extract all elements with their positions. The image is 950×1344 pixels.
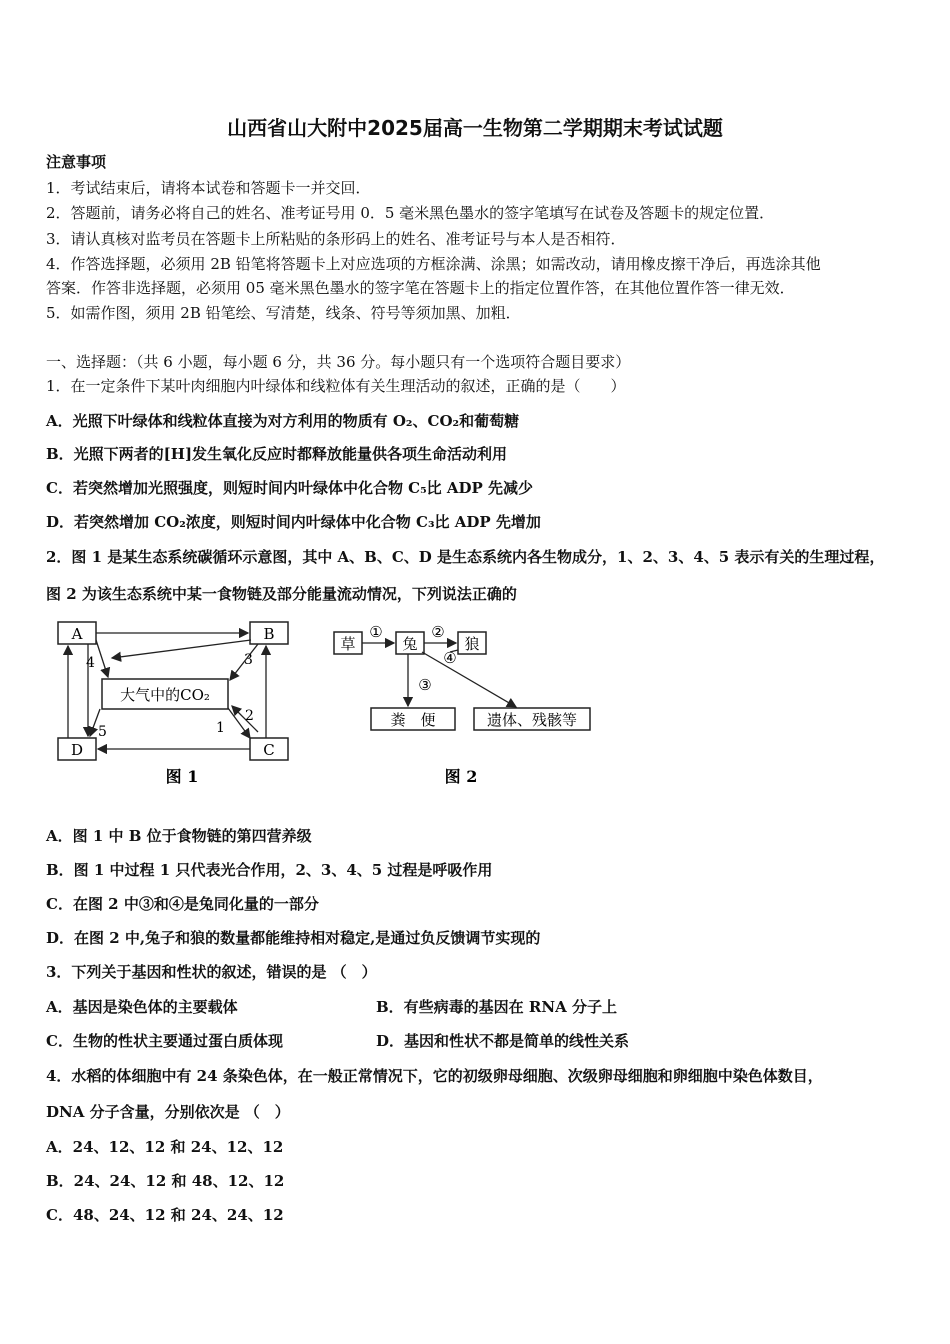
figure-1-carbon-cycle [58,622,288,786]
question-2-option-a: A．图 1 中 B 位于食物链的第四营养级 [46,827,312,845]
question-4-stem-cont: DNA 分子含量，分别依次是 （ ） [46,1103,290,1121]
arrow-b-a [112,640,251,658]
question-4-option-a: A．24、12、12 和 24、12、12 [46,1138,284,1156]
section-heading: 一、选择题：（共 6 小题，每小题 6 分，共 36 分。每小题只有一个选项符合题目要求） [46,353,631,371]
question-2-option-c: C．在图 2 中③和④是兔同化量的一部分 [46,895,319,913]
label-grass: 草 [340,635,356,653]
label-c3: ③ [418,676,432,694]
label-c4: ④ [443,649,457,667]
label-wolf: 狼 [464,635,480,653]
figures-svg [46,612,606,792]
question-1-option-b: B．光照下两者的[H]发生氧化反应时都释放能量供各项生命活动利用 [46,445,508,463]
question-2-figures [46,612,606,796]
label-b: B [263,625,275,643]
question-3-option-d: D．基因和性状不都是简单的线性关系 [376,1032,630,1050]
label-feces: 粪 便 [390,711,436,729]
notice-item: 3．请认真核对监考员在答题卡上所粘贴的条形码上的姓名、准考证号与本人是否相符． [46,230,626,248]
label-c1: ① [369,623,383,641]
label-rabbit: 兔 [402,635,418,653]
question-3-option-b: B．有些病毒的基因在 RNA 分子上 [376,998,617,1016]
figure-2-food-chain [334,623,590,786]
label-co2: 大气中的CO₂ [120,686,210,704]
label-4: 4 [86,655,95,671]
figure-1-caption: 图 1 [165,767,199,786]
label-remains: 遗体、残骸等 [486,711,578,729]
question-2-option-b: B．图 1 中过程 1 只代表光合作用，2、3、4、5 过程是呼吸作用 [46,861,493,879]
question-1-option-d: D．若突然增加 CO₂浓度，则短时间内叶绿体中化合物 C₃比 ADP 先增加 [46,513,541,531]
label-c2: ② [431,623,445,641]
question-2-option-d: D．在图 2 中,兔子和狼的数量都能维持相对稳定,是通过负反馈调节实现的 [46,929,541,947]
notice-item: 1．考试结束后，请将本试卷和答题卡一并交回． [46,179,371,197]
question-4-option-b: B．24、24、12 和 48、12、12 [46,1172,285,1190]
question-4-stem: 4．水稻的体细胞中有 24 条染色体，在一般正常情况下，它的初级卵母细胞、次级卵母细胞和卵细胞中染色体数目， [46,1067,823,1085]
question-1-stem: 1．在一定条件下某叶肉细胞内叶绿体和线粒体有关生理活动的叙述，正确的是（ ） [46,377,626,395]
question-2-stem: 2．图 1 是某生态系统碳循环示意图，其中 A、B、C、D 是生态系统内各生物成分，1、2、3、4、5 表示有关的生理过程， [46,548,885,566]
figure-2-caption: 图 2 [444,767,478,786]
arrow-4 [96,640,108,677]
notice-item: 2．答题前，请务必将自己的姓名、准考证号用 0．5 毫米黑色墨水的签字笔填写在试卷及答题卡的规定位置． [46,204,775,222]
notice-item: 答案．作答非选择题，必须用 05 毫米黑色墨水的签字笔在答题卡上的指定位置作答，在其他位置作答一律无效． [46,279,795,297]
page-title: 山西省山大附中2025届高一生物第二学期期末考试试题 [227,116,723,140]
question-1-option-c: C．若突然增加光照强度，则短时间内叶绿体中化合物 C₅比 ADP 先减少 [46,479,534,497]
question-3-option-a: A．基因是染色体的主要载体 [46,998,238,1016]
label-3: 3 [244,652,253,668]
notice-heading: 注意事项 [46,153,107,171]
question-3-stem: 3．下列关于基因和性状的叙述，错误的是 （ ） [46,963,377,981]
question-1-option-a: A．光照下叶绿体和线粒体直接为对方利用的物质有 O₂、CO₂和葡萄糖 [46,412,520,430]
question-4-option-c: C．48、24、12 和 24、24、12 [46,1206,284,1224]
notice-item: 5．如需作图，须用 2B 铅笔绘、写清楚，线条、符号等须加黑、加粗． [46,304,521,322]
label-5: 5 [98,724,107,740]
label-a: A [71,625,83,643]
label-1: 1 [216,720,225,736]
notice-item: 4．作答选择题，必须用 2B 铅笔将答题卡上对应选项的方框涂满、涂黑；如需改动，请用橡皮擦干净后，再选涂其他 [46,255,821,273]
label-d: D [70,741,84,759]
label-c: C [263,741,275,759]
arrow-rabbit-remains [422,652,516,707]
label-2: 2 [245,708,254,724]
question-2-stem-cont: 图 2 为该生态系统中某一食物链及部分能量流动情况，下列说法正确的 [46,585,517,603]
question-3-option-c: C．生物的性状主要通过蛋白质体现 [46,1032,283,1050]
